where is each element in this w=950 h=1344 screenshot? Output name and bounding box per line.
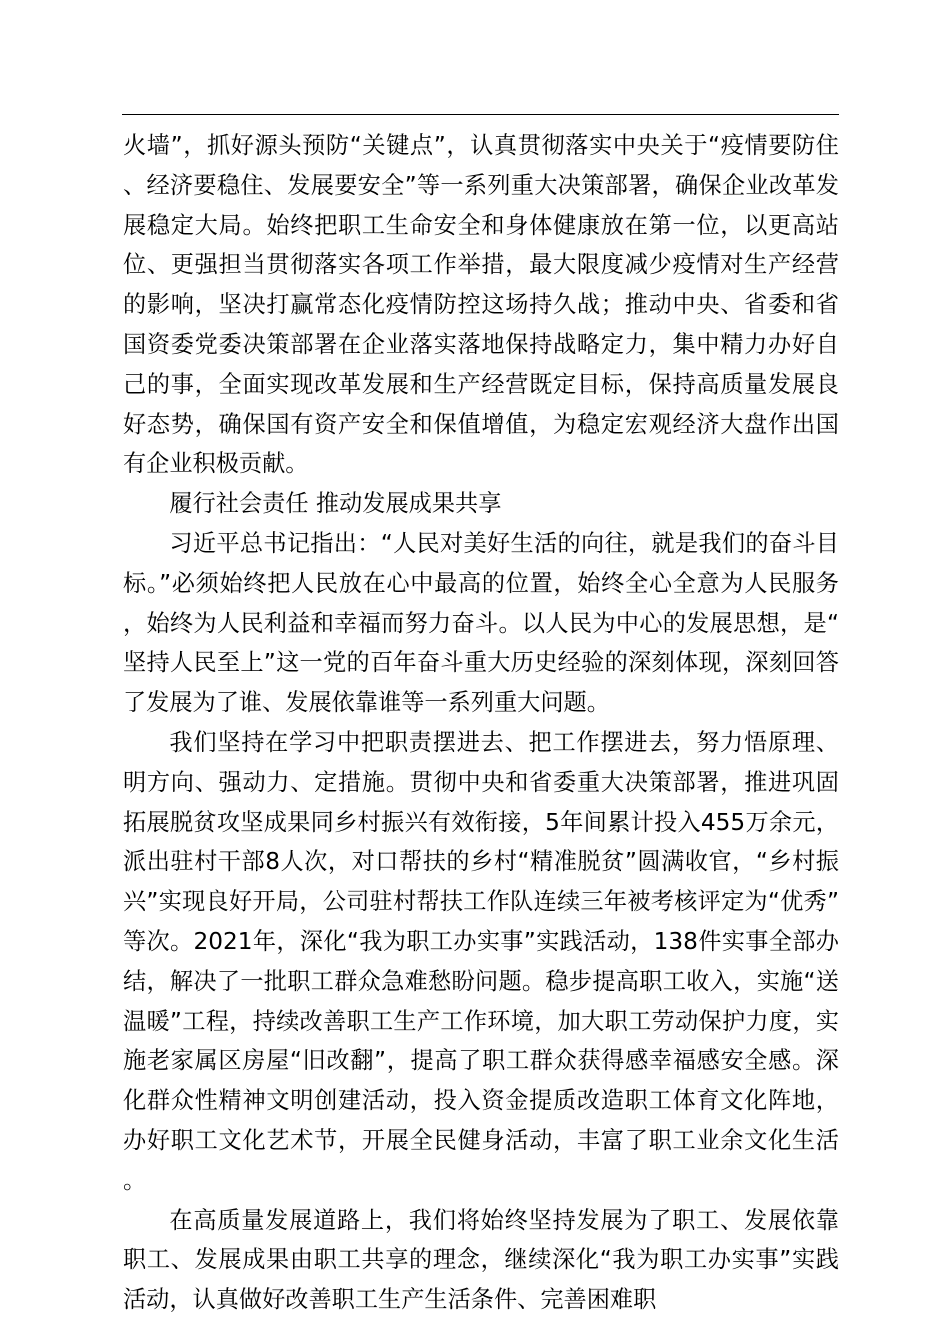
paragraph-continued: 火墙”，抓好源头预防“关键点”，认真贯彻落实中央关于“疫情要防住、经济要稳住、发展要安全”等一系列重大决策部署，确保企业改革发展稳定大局。始终把职工生命安全和身体健康放在第一位，以更高站位、更强担当贯彻落实各项工作举措，最大限度减少疫情对生产经营的影响，坚决打赢常态化疫情防控这场持久战；推动中央、省委和省国资委党委决策部署在企业落实落地保持战略定力，集中精力办好自己的事，全面实现改革发展和生产经营既定目标，保持高质量发展良好态势，确保国有资产安全和保值增值，为稳定宏观经济大盘作出国有企业积极贡献。 [123,132,839,478]
paragraph: 在高质量发展道路上，我们将始终坚持发展为了职工、发展依靠职工、发展成果由职工共享的理念，继续深化“我为职工办实事”实践活动，认真做好改善职工生产生活条件、完善困难职 [123,1206,839,1314]
paragraph: 习近平总书记指出：“人民对美好生活的向往，就是我们的奋斗目标。”必须始终把人民放在心中最高的位置，始终全心全意为人民服务，始终为人民利益和幸福而努力奋斗。以人民为中心的发展思想，是“坚持人民至上”这一党的百年奋斗重大历史经验的深刻体现，深刻回答了发展为了谁、发展依靠谁等一系列重大问题。 [123,529,839,717]
header-rule [122,114,839,115]
section-heading: 履行社会责任 推动发展成果共享 [169,490,502,518]
document-body [123,126,839,1320]
paragraph: 我们坚持在学习中把职责摆进去、把工作摆进去，努力悟原理、明方向、强动力、定措施。贯彻中央和省委重大决策部署，推进巩固拓展脱贫攻坚成果同乡村振兴有效衔接，5年间累计投入455万余元，派出驻村干部8人次，对口帮扶的乡村“精准脱贫”圆满收官，“乡村振兴”实现良好开局，公司驻村帮扶工作队连续三年被考核评定为“优秀”等次。2021年，深化“我为职工办实事”实践活动，138件实事全部办结，解决了一批职工群众急难愁盼问题。稳步提高职工收入，实施“送温暖”工程，持续改善职工生产工作环境，加大职工劳动保护力度，实施老家属区房屋“旧改翻”，提高了职工群众获得感幸福感安全感。深化群众性精神文明创建活动，投入资金提质改造职工体育文化阵地，办好职工文化艺术节，开展全民健身活动，丰富了职工业余文化生活。 [123,728,839,1194]
